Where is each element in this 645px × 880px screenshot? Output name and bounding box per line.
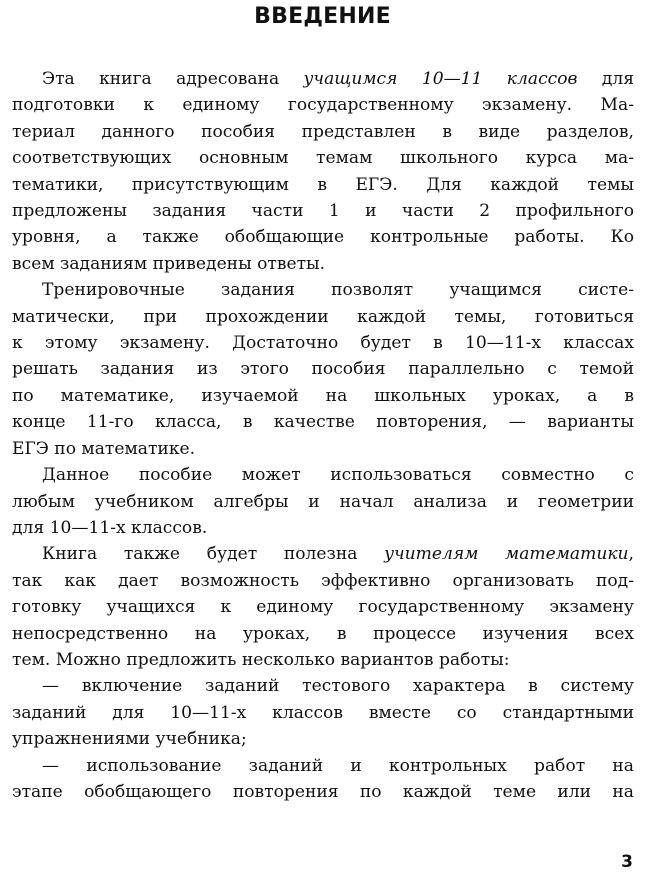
text-line: соответствующих основным темам школьного курса ма- [12,148,634,169]
text-line: уровня, а также обобщающие контрольные работы. Ко [12,227,634,248]
text-line: заданий для 10—11-х классов вместе со стандартными [12,702,634,723]
text-line: всем заданиям приведены ответы. [12,253,326,274]
text-line: упражнениями учебника; [12,729,247,750]
text-line: Эта книга адресована учащимся 10—11 классов для [42,69,635,89]
body-text [12,66,634,805]
text-line: — включение заданий тестового характера в систему [42,676,634,697]
emphasis: учащимся 10—11 классов [303,69,578,89]
text-line: матически, при прохождении каждой темы, готовиться [12,306,634,327]
text-line: непосредственно на уроках, в процессе изучения всех [12,623,634,644]
page-number: 3 [621,852,633,872]
text-line: — использование заданий и контрольных работ на [42,755,634,776]
text-line: тем. Можно предложить несколько вариантов работы: [12,649,510,670]
text-line: предложены задания части 1 и части 2 профильного [12,201,634,222]
text-line: по математике, изучаемой на школьных уроках, а в [12,385,634,406]
text-line: ЕГЭ по математике. [12,438,196,459]
text-line: конце 11-го класса, в качестве повторения, — варианты [12,412,634,433]
text-line: решать задания из этого пособия параллельно с темой [12,359,634,380]
text-line: подготовки к единому государственному экзамену. Ма- [12,95,634,116]
text-line: для 10—11-х классов. [12,517,208,538]
text-line: так как дает возможность эффективно организовать под- [12,570,634,591]
text-line: Книга также будет полезна учителям математики, [42,544,634,565]
text-line: териал данного пособия представлен в виде разделов, [12,121,634,142]
text-line: этапе обобщающего повторения по каждой теме или на [12,781,634,802]
emphasis: учителям математики [384,544,629,565]
text-line: Тренировочные задания позволят учащимся систе- [42,280,634,301]
text-line: готовку учащихся к единому государственному экзамену [12,597,634,618]
text-line: к этому экзамену. Достаточно будет в 10—11-х классах [12,333,634,354]
text-line: тематики, присутствующим в ЕГЭ. Для каждой темы [12,174,634,195]
page-title: ВВЕДЕНИЕ [254,4,391,29]
text-line: Данное пособие может использоваться совместно с [42,465,634,486]
text-line: любым учебником алгебры и начал анализа и геометрии [12,491,634,512]
